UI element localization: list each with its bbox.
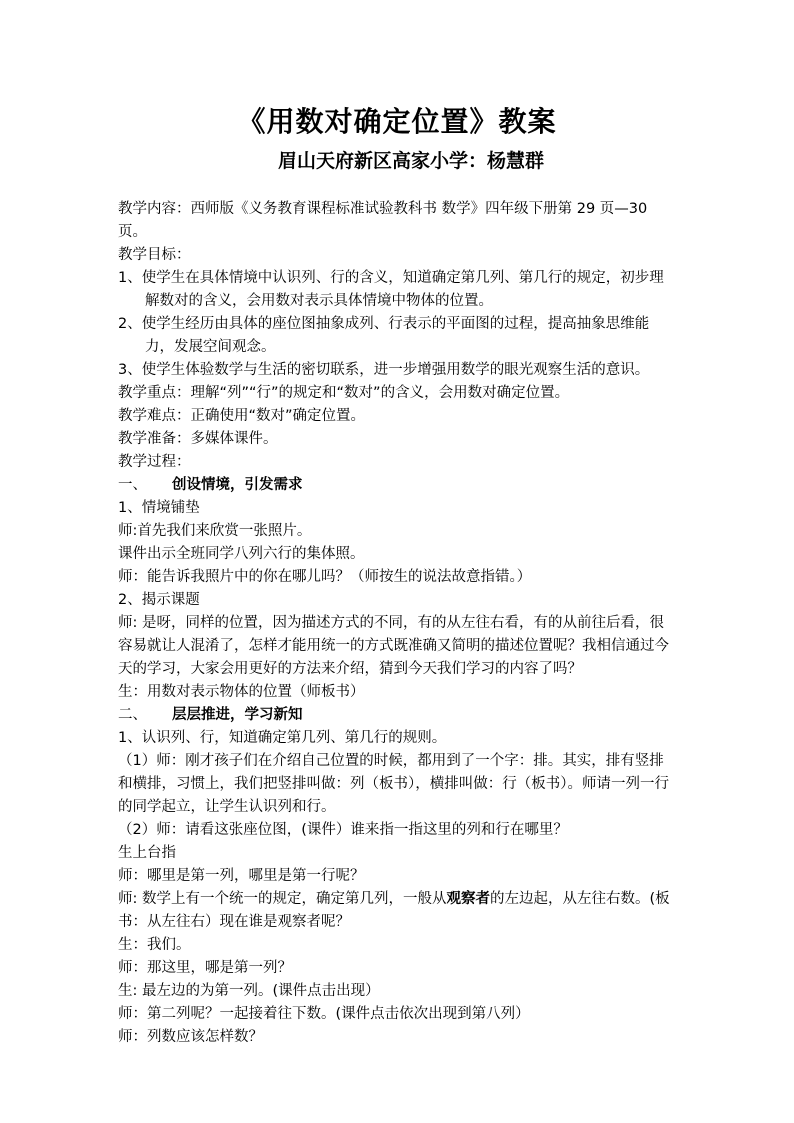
paragraph: 师：那这里，哪是第一列？ <box>118 960 292 976</box>
paragraph: 1、认识列、行，知道确定第几列、第几行的规则。 <box>118 730 447 746</box>
text-run: 的左边起，从左往右数。(板书：从左往右）现在谁是观察者呢？ <box>118 891 670 930</box>
paragraph: 教学重点：理解“列”“行”的规定和“数对”的含义，会用数对确定位置。 <box>118 385 570 401</box>
paragraph: （1）师：刚才孩子们在介绍自己位置的时候，都用到了一个字：排。其实，排有竖排和横排，习惯上，我们把竖排叫做：列（板书），横排叫做：行（板书）。师请一列一行的同学起立，让学生认识列和行。 <box>118 753 669 815</box>
document-title: 《用数对确定位置》教案 <box>237 105 557 138</box>
paragraph: 生: 最左边的为第一列。(课件点击出现） <box>118 983 380 999</box>
paragraph: 教学准备：多媒体课件。 <box>118 431 278 447</box>
paragraph: 3、使学生体验数学与生活的密切联系，进一步增强用数学的眼光观察生活的意识。 <box>118 362 650 378</box>
paragraph: 师：能告诉我照片中的你在哪儿吗？（师按生的说法故意指错。） <box>118 569 532 585</box>
paragraph <box>118 888 678 934</box>
paragraph: 1、情境铺垫 <box>118 500 200 516</box>
paragraph: 教学目标： <box>118 247 191 263</box>
paragraph: 师：列数应该怎样数？ <box>118 1029 263 1045</box>
paragraph: （2）师：请看这张座位图，(课件）谁来指一指这里的列和行在哪里？ <box>118 822 568 838</box>
paragraph: 师: 是呀，同样的位置，因为描述方式的不同，有的从左往右看，有的从前往后看，很容易就让人混淆了，怎样才能用统一的方式既准确又简明的描述位置呢？我相信通过今天的学习，大家会用更好的方法来介绍，猜到今天我们学习的内容了吗？ <box>118 615 669 677</box>
section-heading <box>118 704 678 727</box>
paragraph: 教学内容：西师版《义务教育课程标准试验教科书 数学》四年级下册第 29 页—30 页。 <box>118 201 648 240</box>
section-title: 层层推进，学习新知 <box>172 707 303 723</box>
section-heading <box>118 474 678 497</box>
paragraph: 生上台指 <box>118 845 176 861</box>
paragraph: 课件出示全班同学八列六行的集体照。 <box>118 546 365 562</box>
paragraph: 1、使学生在具体情境中认识列、行的含义，知道确定第几列、第几行的规定，初步理解数对的含义，会用数对表示具体情境中物体的位置。 <box>118 270 664 309</box>
paragraph: 师：第二列呢？一起接着往下数。(课件点击依次出现到第八列） <box>118 1006 530 1022</box>
author-line: 眉山天府新区高家小学：杨慧群 <box>278 150 545 172</box>
paragraph: 生：用数对表示物体的位置（师板书） <box>118 684 365 700</box>
text-run: 师: 数学上有一个统一的规定，确定第几列，一般从 <box>118 891 447 907</box>
paragraph: 师:首先我们来欣赏一张照片。 <box>118 523 312 539</box>
paragraph: 教学难点：正确使用“数对”确定位置。 <box>118 408 366 424</box>
emphasis-text: 观察者 <box>446 891 490 907</box>
section-number: 二、 <box>118 707 147 723</box>
document-body <box>118 198 678 1049</box>
paragraph: 2、使学生经历由具体的座位图抽象成列、行表示的平面图的过程，提高抽象思维能力，发展空间观念。 <box>118 316 650 355</box>
section-title: 创设情境，引发需求 <box>172 477 303 493</box>
paragraph: 2、揭示课题 <box>118 592 200 608</box>
paragraph: 生：我们。 <box>118 937 191 953</box>
paragraph: 师：哪里是第一列，哪里是第一行呢？ <box>118 868 365 884</box>
section-number: 一、 <box>118 477 147 493</box>
paragraph: 教学过程： <box>118 454 191 470</box>
